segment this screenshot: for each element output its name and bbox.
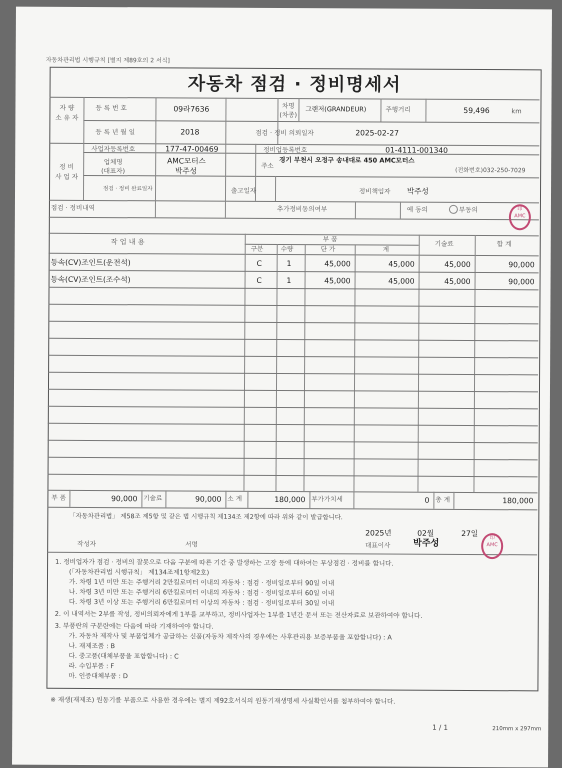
model-value: 그랜저(GRANDEUR): [305, 105, 367, 114]
rule: [69, 490, 70, 507]
rule: [247, 491, 248, 508]
col-unit: 단 가: [320, 245, 336, 254]
work-total: 90,000: [508, 260, 535, 270]
totals-tech-value: 90,000: [195, 494, 222, 504]
page-indicator: 1 / 1: [432, 723, 448, 732]
consent-yes: 예 동의: [406, 205, 428, 214]
rule: [425, 99, 426, 122]
note-line: 가. 자동차 제작사 및 부품업체가 공급하는 신품(자동차 제작사의 경우에는 사후관리용 보증부품을 포함합니다) : A: [68, 631, 392, 642]
rule: [225, 491, 226, 508]
reg-year-label: 등 록 년 월 일: [95, 128, 136, 137]
reg-no-label: 등 록 번 호: [95, 104, 127, 113]
col-tech: 기술료: [434, 239, 454, 248]
col-parts: 부 품: [322, 235, 338, 244]
request-date-value: 2025-02-27: [355, 128, 399, 138]
biz-no-value: 177-47-00469: [165, 144, 219, 154]
document-page: [12, 7, 552, 768]
col-qty: 수량: [280, 244, 294, 254]
extra-consent-label: 추가정비동의여부: [276, 204, 328, 214]
totals-tech-label: 기술료: [143, 494, 163, 503]
note-line: ※ 재생(재제조) 원동기를 부품으로 사용한 경우에는 별지 제92호서식의 원동기재생명세 사실확인서를 첨부하여야 합니다.: [50, 695, 396, 706]
sign-month: 02월: [417, 528, 435, 538]
shop-ceo-value: 박주성: [175, 166, 197, 176]
rule: [400, 202, 401, 219]
ceo-label: 대표이사: [365, 541, 391, 550]
note-line: 가. 차령 1년 미만 또는 주행거리 2만킬로미터 이내의 자동차 : 점검 · 정비일로부터 90일 이내: [68, 577, 335, 588]
legal-statement: 「자동차관리법」 제58조 제5항 및 같은 법 시행규칙 제134조 제2항에 따라 위와 같이 발급합니다.: [69, 512, 343, 522]
totals-parts-label: 부 품: [51, 493, 67, 502]
shop-reg-label: 정비업등록번호: [263, 145, 308, 155]
mileage-unit: km: [511, 107, 522, 116]
work-kind: C: [256, 275, 262, 285]
totals-vat-label: 부가가치세: [311, 495, 343, 504]
totals-vat-value: 0: [424, 495, 430, 505]
totals-sub-value: 180,000: [274, 494, 306, 505]
out-date-label: 출고일자: [231, 186, 257, 195]
totals-total-label: 총 계: [435, 495, 451, 504]
shop-name-value: AMC모터스: [167, 156, 206, 166]
note-line: 라. 수입부품 : F: [68, 661, 115, 671]
work-unit: 45,000: [324, 276, 351, 286]
note-line: 3. 부품란의 구분란에는 다음에 따라 기재하여야 합니다.: [54, 621, 214, 631]
sign-label: 서명: [185, 540, 198, 549]
rule: [141, 490, 142, 507]
totals-sub-label: 소 계: [227, 494, 243, 503]
work-unit: 45,000: [324, 259, 351, 269]
col-amount: 계: [382, 245, 390, 254]
mileage-value: 59,496: [463, 105, 490, 116]
address-value: 경기 부천시 오정구 송내대로 450 AMC모터스: [279, 155, 415, 165]
work-qty: 1: [286, 259, 292, 269]
request-date-label: 점검 · 정비 의뢰일자: [255, 128, 314, 138]
ceo-signature: 박주성: [413, 538, 440, 549]
rule: [380, 99, 381, 122]
work-tech: 45,000: [444, 259, 471, 269]
note-line: 마. 인증대체부품 : D: [68, 671, 128, 681]
work-qty: 1: [286, 276, 292, 286]
note-line: 나. 재제조품 : B: [68, 641, 115, 651]
owner-label: 자 량 소 유 자: [55, 103, 79, 122]
rule: [165, 490, 166, 507]
work-amount: 45,000: [388, 276, 415, 286]
reg-year-value: 2018: [180, 127, 200, 137]
totals-total-value: 180,000: [502, 496, 534, 506]
work-desc: 등속(CV)조인트(운전석): [50, 257, 131, 268]
rule: [298, 98, 299, 121]
phone-value: (전화번호)032-250-7029: [455, 166, 526, 175]
mileage-label: 주행거리: [385, 105, 411, 114]
col-total: 합 계: [496, 240, 512, 249]
sign-day: 27일: [461, 528, 479, 539]
sign-year: 2025년: [365, 528, 392, 538]
document-title: 자동차 점검 · 정비명세서: [187, 73, 402, 96]
note-line: 나. 차령 3년 미만 또는 주행거리 6만킬로미터 이내의 자동차 : 점검 · 정비일로부터 60일 이내: [68, 587, 335, 598]
work-tech: 45,000: [444, 276, 471, 286]
rule: [309, 491, 310, 508]
model-label: 차명 (차종): [279, 101, 298, 120]
note-line: 다. 차령 3년 이상 또는 주행거리 6만킬로미터 이상의 자동차 : 점검 · 정비일로부터 30일 이내: [68, 597, 335, 608]
seal-stamp: 印 AMC: [481, 533, 503, 559]
paper-size: 210mm x 297mm: [492, 726, 542, 733]
manager-value: 박주성: [407, 186, 429, 196]
biz-no-label: 사업자등록번호: [91, 144, 136, 154]
address-label: 주소: [261, 161, 274, 170]
work-detail-label: 점검 · 정비내역: [50, 203, 95, 213]
consent-no-radio[interactable]: [449, 205, 458, 214]
done-date-label: 점검 · 정비 완료일자: [103, 186, 153, 193]
col-kind: 구분: [250, 244, 264, 253]
note-line: (「자동차관리법 시행규칙」 제134조제1항제2호): [69, 567, 210, 577]
note-line: 다. 중고품(대체부품을 포함합니다) : C: [68, 651, 179, 661]
shop-section-label: 정 비 사 업 자: [55, 162, 79, 181]
rule: [433, 492, 434, 509]
col-work: 작 업 내 용: [110, 238, 145, 247]
manager-label: 정비책임자: [359, 187, 391, 196]
work-desc: 등속(CV)조인트(조수석): [50, 274, 131, 285]
shop-reg-value: 01-4111-001340: [385, 145, 448, 155]
note-line: 2. 이 내역서는 2부를 작성, 정비의뢰자에게 1부를 교부하고, 정비사업자는 1부를 1년간 문서 또는 전산자료로 보관하여야 합니다.: [54, 609, 423, 620]
form-header-note: 자동차관리법 시행규칙 [별지 제89호의 2 서식]: [45, 56, 170, 65]
rule: [453, 492, 454, 509]
writer-label: 작성자: [77, 539, 97, 549]
rule: [353, 491, 354, 508]
seal-stamp: 印 AMC: [509, 204, 531, 230]
reg-no-value: 09라7636: [173, 104, 210, 114]
shop-name-label: 업체명 (대표자): [101, 158, 126, 176]
work-total: 90,000: [508, 277, 535, 287]
consent-no: 부동의: [458, 205, 478, 215]
rule: [355, 201, 356, 218]
work-kind: C: [256, 258, 262, 268]
rule: [275, 176, 276, 201]
totals-parts-value: 90,000: [111, 494, 138, 504]
work-amount: 45,000: [388, 259, 415, 269]
note-line: 1. 정비업자가 점검 · 정비의 잘못으로 다음 구분에 따른 기간 중 발생하는 고장 등에 대하여는 무상점검 · 정비를 합니다.: [55, 557, 394, 568]
